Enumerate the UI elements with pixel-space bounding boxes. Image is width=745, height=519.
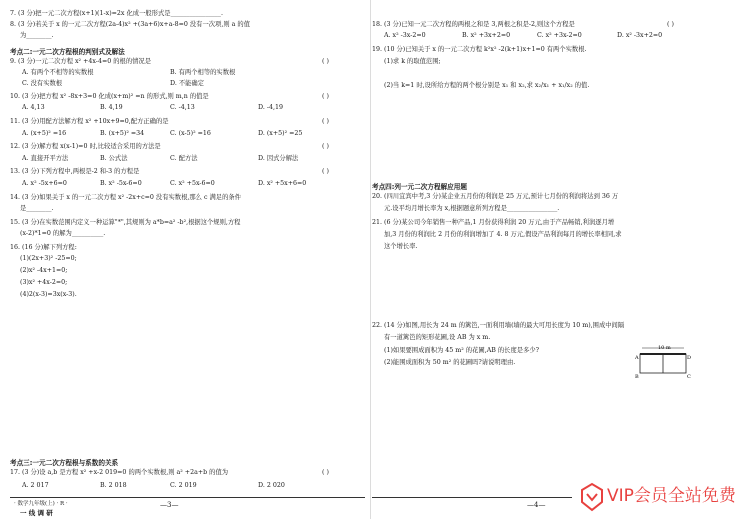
q21-line-2: 加,3 月份的利润比 2 月份的利润增加了 4. 8 万元,假设产品利润每月的增长率相同,求: [384, 231, 622, 238]
q9-option-a: A. 有两个不相等的实数根: [22, 69, 94, 76]
wall-length-label: 10 m: [658, 345, 671, 351]
q13-option-d: D. x² +5x+6=0: [258, 180, 307, 187]
q13-stem: 13. (3 分)下列方程中,两根是-2 和-3 的方程是: [10, 168, 140, 175]
q10-option-b: B. 4,19: [100, 104, 123, 111]
q7-text: 7. (3 分)把一元二次方程(x+1)(1-x)=2x 化成一般形式是________________.: [10, 10, 223, 17]
page-number-left: —3—: [160, 501, 179, 509]
q18-option-d: D. x² -3x+2=0: [617, 32, 663, 39]
point-d-label: D: [687, 355, 692, 361]
section-4-title: 考点四:列一元二次方程解应用题: [372, 183, 467, 191]
q16-item-3: (3)x² +4x-2=0;: [20, 279, 68, 286]
q13-bracket: ( ): [322, 168, 329, 175]
footer-rule-right: [372, 497, 572, 498]
q10-option-c: C. -4,13: [170, 104, 195, 111]
q12-option-c: C. 配方法: [170, 155, 198, 162]
q9-option-c: C. 没有实数根: [22, 80, 63, 87]
section-2-title: 考点二:一元二次方程根的判别式及解法: [10, 48, 125, 56]
q22-line-2: 有一道篱笆的矩形花圃,设 AB 为 x m.: [384, 334, 491, 341]
q15-stem: 15. (3 分)在实数范围内定义一种运算"*",其规则为 a*b=a² -b²,根据这个规则,方程: [10, 219, 241, 226]
q12-bracket: ( ): [322, 143, 329, 150]
page-divider: [370, 0, 371, 519]
footer-brand: 一 线 调 研: [20, 509, 53, 517]
q10-option-a: A. 4,13: [22, 104, 45, 111]
q20-line-1: 20. (四川宜宾中考,3 分)某企业五月份的利润是 25 万元,预计七月份的利润将达到 36 万: [372, 193, 619, 200]
q16-item-4: (4)2(x-3)=3x(x-3).: [20, 291, 77, 298]
q20-line-2: 元.设平均月增长率为 x,根据题意所列方程是________________.: [384, 205, 560, 212]
q11-option-d: D. (x+5)² =25: [258, 130, 303, 137]
q17-option-d: D. 2 020: [258, 482, 285, 489]
q11-option-c: C. (x-5)² =16: [170, 130, 211, 137]
q16-stem: 16. (16 分)解下列方程:: [10, 244, 77, 251]
q12-option-a: A. 直接开平方法: [22, 155, 69, 162]
garden-diagram: [634, 344, 694, 380]
footer-book-title: · 数学九年级(上) · R ·: [14, 501, 68, 507]
vip-watermark-text: VIP会员全站免费: [607, 486, 736, 506]
q19-part-2: (2)当 k=1 时,设所给方程的两个根分别是 x₁ 和 x₂,求 x₂/x₁ + x₁/x₂ 的值.: [384, 82, 590, 89]
q13-option-a: A. x² -5x+6=0: [22, 180, 67, 187]
q12-stem: 12. (3 分)解方程 x(x-1)=0 时,比较适合采用的方法是: [10, 143, 161, 150]
q16-item-2: (2)x² -4x+1=0;: [20, 267, 68, 274]
q17-bracket: ( ): [322, 469, 329, 476]
q17-option-a: A. 2 017: [22, 482, 49, 489]
q11-bracket: ( ): [322, 118, 329, 125]
q18-option-b: B. x² +3x+2=0: [462, 32, 511, 39]
q9-stem: 9. (3 分)一元二次方程 x² +4x-4=0 的根的情况是: [10, 58, 152, 65]
q10-stem: 10. (3 分)把方程 x² -8x+3=0 化成(x+m)² =n 的形式,则 m,n 的值是: [10, 93, 209, 100]
q9-option-b: B. 有两个相等的实数根: [170, 69, 236, 76]
q15-stem-cont: (x-2)*1=0 的解为__________.: [20, 230, 106, 237]
q21-line-3: 这个增长率.: [384, 243, 418, 250]
q18-option-c: C. x² +3x-2=0: [537, 32, 582, 39]
q14-stem: 14. (3 分)如果关于 x 的一元二次方程 x² -2x+c=0 没有实数根,那么 c 满足的条件: [10, 194, 241, 201]
q9-bracket: ( ): [322, 58, 329, 65]
q18-stem: 18. (3 分)已知一元二次方程的两根之和是 3,两根之积是-2,则这个方程是: [372, 21, 575, 28]
crown-inner: [587, 494, 597, 500]
q13-option-b: B. x² -5x-6=0: [100, 180, 142, 187]
q22-part-1: (1)如果要围成面积为 45 m² 的花圃,AB 的长度是多少?: [384, 347, 540, 354]
point-b-label: B: [635, 374, 639, 380]
q18-bracket: ( ): [667, 21, 674, 28]
q16-item-1: (1)(2x+3)² -25=0;: [20, 255, 77, 262]
q12-option-b: B. 公式法: [100, 155, 128, 162]
q11-option-b: B. (x+5)² =34: [100, 130, 145, 137]
q8-text-cont: 为________.: [20, 32, 54, 39]
q17-stem: 17. (3 分)设 a,b 是方程 x² +x-2 019=0 的两个实数根,则 a² +2a+b 的值为: [10, 469, 229, 476]
section-3-title: 考点三:一元二次方程根与系数的关系: [10, 459, 119, 467]
q12-option-d: D. 因式分解法: [258, 155, 299, 162]
left-page: [0, 0, 370, 519]
q17-option-c: C. 2 019: [170, 482, 197, 489]
q22-line-1: 22. (14 分)如图,用长为 24 m 的篱笆,一面利用墙(墙的最大可用长度为 10 m),围成中间隔: [372, 322, 625, 329]
page-number-right: —4—: [527, 501, 546, 509]
q8-text: 8. (3 分)若关于 x 的一元二次方程(2a-4)x² +(3a+6)x+a-8=0 没有一次项,则 a 的值: [10, 21, 251, 28]
q10-option-d: D. -4,19: [258, 104, 283, 111]
q21-line-1: 21. (6 分)某公司今年销售一种产品,1 月份获得利润 20 万元,由于产品畅销,利润逐月增: [372, 219, 615, 226]
footer-rule-left: [10, 497, 365, 498]
q11-stem: 11. (3 分)用配方法解方程 x² +10x+9=0,配方正确的是: [10, 118, 169, 125]
crown-icon: [582, 484, 602, 510]
q17-option-b: B. 2 018: [100, 482, 127, 489]
q9-option-d: D. 不能确定: [170, 80, 205, 87]
q19-stem: 19. (10 分)已知关于 x 的一元二次方程 k²x² -2(k+1)x+1=0 有两个实数根.: [372, 46, 587, 53]
q11-option-a: A. (x+5)² =16: [22, 130, 67, 137]
right-page: [372, 0, 745, 519]
point-a-label: A: [635, 355, 639, 361]
q14-stem-cont: 是________.: [20, 205, 54, 212]
q22-part-2: (2)能围成面积为 50 m² 的花圃吗?请说明理由.: [384, 359, 516, 366]
q10-bracket: ( ): [322, 93, 329, 100]
point-c-label: C: [687, 374, 691, 380]
q18-option-a: A. x² -3x-2=0: [384, 32, 426, 39]
q19-part-1: (1)求 k 的取值范围;: [384, 58, 441, 65]
q13-option-c: C. x² +5x-6=0: [170, 180, 215, 187]
